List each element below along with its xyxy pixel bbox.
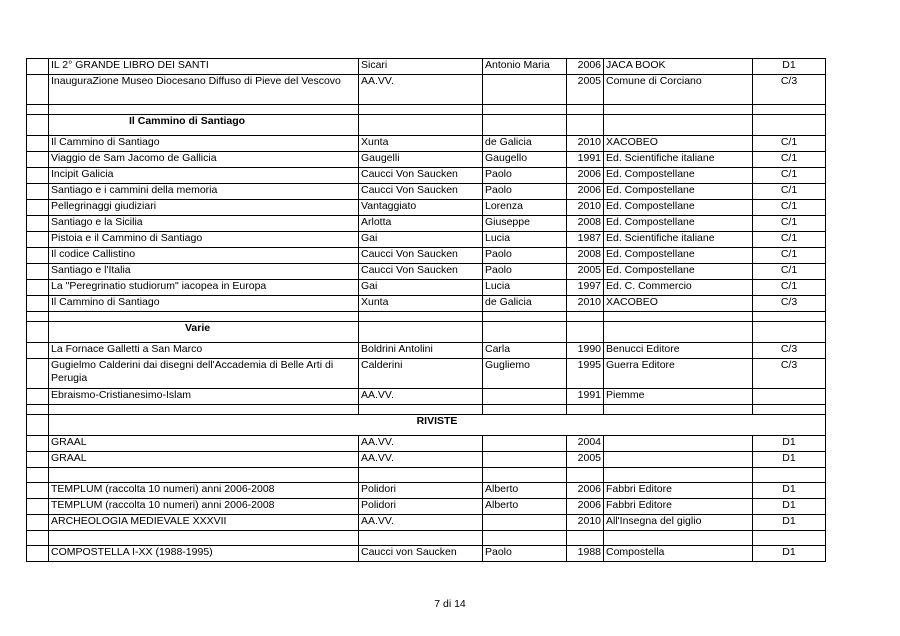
- cell-author: Caucci Von Saucken: [359, 168, 483, 184]
- cell-title: IL 2° GRANDE LIBRO DEI SANTI: [49, 59, 359, 75]
- cell-name: Paolo: [483, 546, 567, 562]
- cell-title: GRAAL: [49, 452, 359, 468]
- table-row: [27, 200, 826, 216]
- cell-year: 1987: [567, 232, 604, 248]
- cell-name: [483, 515, 567, 531]
- cell-publisher: XACOBEO: [604, 296, 753, 312]
- cell-name: Lucia: [483, 232, 567, 248]
- cell-year: 2006: [567, 184, 604, 200]
- cell-title: TEMPLUM (raccolta 10 numeri) anni 2006-2008: [49, 499, 359, 515]
- cell-author: Sicari: [359, 59, 483, 75]
- cell-location: C/1: [753, 264, 826, 280]
- cell-publisher: All'Insegna del giglio: [604, 515, 753, 531]
- cell-name: [483, 436, 567, 452]
- table-row: [27, 184, 826, 200]
- cell-year: 2004: [567, 436, 604, 452]
- cell-year: 1988: [567, 546, 604, 562]
- cell-name: Gugliemo: [483, 359, 567, 389]
- cell-title: Pistoia e il Cammino di Santiago: [49, 232, 359, 248]
- table-row: [27, 546, 826, 562]
- cell-publisher: Ed. Compostellane: [604, 216, 753, 232]
- cell-location: [753, 389, 826, 405]
- cell-location: C/1: [753, 280, 826, 296]
- section-title-riviste: RIVISTE: [49, 415, 826, 436]
- cell-author: AA.VV.: [359, 75, 483, 105]
- cell-title: COMPOSTELLA I-XX (1988-1995): [49, 546, 359, 562]
- cell-year: 1991: [567, 389, 604, 405]
- empty-row: [27, 468, 826, 483]
- cell-title: ARCHEOLOGIA MEDIEVALE XXXVII: [49, 515, 359, 531]
- section-title-santiago: Il Cammino di Santiago: [49, 115, 359, 136]
- cell-location: C/1: [753, 200, 826, 216]
- margin-cell: [27, 115, 49, 136]
- cell-name: Lorenza: [483, 200, 567, 216]
- cell-year: 2006: [567, 59, 604, 75]
- table-row: [27, 359, 826, 389]
- table-row: [27, 232, 826, 248]
- cell-name: Paolo: [483, 168, 567, 184]
- catalog-body: [27, 59, 826, 562]
- cell-name: Alberto: [483, 499, 567, 515]
- cell-author: Polidori: [359, 483, 483, 499]
- cell-publisher: XACOBEO: [604, 136, 753, 152]
- cell-title: GRAAL: [49, 436, 359, 452]
- cell-title: Santiago e la Sicilia: [49, 216, 359, 232]
- cell-location: C/1: [753, 184, 826, 200]
- cell-author: AA.VV.: [359, 436, 483, 452]
- cell-year: 1990: [567, 343, 604, 359]
- cell-author: Xunta: [359, 296, 483, 312]
- margin-cell: [27, 75, 49, 105]
- cell-year: 1995: [567, 359, 604, 389]
- cell-location: C/1: [753, 216, 826, 232]
- cell-location: D1: [753, 515, 826, 531]
- cell-location: C/1: [753, 232, 826, 248]
- cell-author: Caucci Von Saucken: [359, 264, 483, 280]
- cell-publisher: JACA BOOK: [604, 59, 753, 75]
- margin-cell: [27, 415, 49, 436]
- table-row: [27, 296, 826, 312]
- cell-location: D1: [753, 483, 826, 499]
- cell-name: [483, 389, 567, 405]
- cell-title: Santiago e l'Italia: [49, 264, 359, 280]
- cell-author: Vantaggiato: [359, 200, 483, 216]
- cell-publisher: Piemme: [604, 389, 753, 405]
- cell-publisher: Benucci Editore: [604, 343, 753, 359]
- cell-author: Gai: [359, 232, 483, 248]
- cell-author: AA.VV.: [359, 389, 483, 405]
- cell-location: C/1: [753, 168, 826, 184]
- cell-location: C/1: [753, 136, 826, 152]
- cell-year: 2006: [567, 483, 604, 499]
- empty-row: [27, 105, 826, 115]
- table-row: [27, 248, 826, 264]
- cell-name: Antonio Maria: [483, 59, 567, 75]
- margin-cell: [27, 322, 49, 343]
- cell-publisher: Ed. Compostellane: [604, 264, 753, 280]
- cell-publisher: Comune di Corciano: [604, 75, 753, 105]
- cell-year: 2005: [567, 264, 604, 280]
- table-row: [27, 343, 826, 359]
- cell-author: Caucci Von Saucken: [359, 184, 483, 200]
- cell-name: de Galicia: [483, 296, 567, 312]
- cell-year: 2008: [567, 248, 604, 264]
- cell-author: Caucci von Saucken: [359, 546, 483, 562]
- cell-name: Giuseppe: [483, 216, 567, 232]
- cell-year: 2006: [567, 168, 604, 184]
- table-row: [27, 436, 826, 452]
- cell-year: 2006: [567, 499, 604, 515]
- cell-name: Lucia: [483, 280, 567, 296]
- cell-name: [483, 75, 567, 105]
- section-header-row: [27, 115, 826, 136]
- cell-location: D1: [753, 499, 826, 515]
- empty-row: [27, 531, 826, 546]
- cell-publisher: Guerra Editore: [604, 359, 753, 389]
- cell-author: Gaugelli: [359, 152, 483, 168]
- cell-year: 2010: [567, 515, 604, 531]
- cell-title: InauguraZione Museo Diocesano Diffuso di Pieve del Vescovo: [49, 75, 359, 105]
- cell-author: AA.VV.: [359, 515, 483, 531]
- cell-publisher: Ed. Scientifiche italiane: [604, 152, 753, 168]
- cell-title: Il Cammino di Santiago: [49, 136, 359, 152]
- cell-title: La "Peregrinatio studiorum" iacopea in Europa: [49, 280, 359, 296]
- table-row: [27, 452, 826, 468]
- catalog-table: [26, 58, 826, 562]
- cell-title: La Fornace Galletti a San Marco: [49, 343, 359, 359]
- section-header-row: [27, 415, 826, 436]
- cell-location: D1: [753, 436, 826, 452]
- cell-location: C/3: [753, 359, 826, 389]
- cell-title: Il codice Callistino: [49, 248, 359, 264]
- cell-author: Gai: [359, 280, 483, 296]
- cell-author: Calderini: [359, 359, 483, 389]
- cell-year: 2010: [567, 200, 604, 216]
- cell-location: C/1: [753, 152, 826, 168]
- cell-publisher: Fabbri Editore: [604, 499, 753, 515]
- cell-location: C/3: [753, 343, 826, 359]
- cell-author: Caucci Von Saucken: [359, 248, 483, 264]
- cell-name: Alberto: [483, 483, 567, 499]
- table-row: [27, 515, 826, 531]
- cell-title: Viaggio de Sam Jacomo de Gallicia: [49, 152, 359, 168]
- cell-year: 2005: [567, 75, 604, 105]
- cell-author: AA.VV.: [359, 452, 483, 468]
- table-row: [27, 264, 826, 280]
- cell-author: Arlotta: [359, 216, 483, 232]
- cell-title: Gugielmo Calderini dai disegni dell'Accademia di Belle Arti di Perugia: [49, 359, 359, 389]
- empty-row: [27, 312, 826, 322]
- cell-name: Paolo: [483, 264, 567, 280]
- cell-publisher: [604, 452, 753, 468]
- table-row: [27, 389, 826, 405]
- cell-publisher: [604, 436, 753, 452]
- cell-publisher: Ed. C. Commercio: [604, 280, 753, 296]
- cell-publisher: Fabbri Editore: [604, 483, 753, 499]
- table-row: [27, 216, 826, 232]
- cell-year: 2010: [567, 136, 604, 152]
- cell-author: Polidori: [359, 499, 483, 515]
- margin-cell: [27, 59, 49, 75]
- cell-publisher: Ed. Compostellane: [604, 200, 753, 216]
- table-row: [27, 280, 826, 296]
- cell-title: Pellegrinaggi giudiziari: [49, 200, 359, 216]
- cell-location: D1: [753, 59, 826, 75]
- cell-year: 2005: [567, 452, 604, 468]
- cell-author: Xunta: [359, 136, 483, 152]
- cell-author: Boldrini Antolini: [359, 343, 483, 359]
- table-row: [27, 59, 826, 75]
- section-title-varie: Varie: [49, 322, 359, 343]
- cell-year: 1991: [567, 152, 604, 168]
- cell-publisher: Ed. Compostellane: [604, 184, 753, 200]
- cell-year: 2010: [567, 296, 604, 312]
- section-header-row: [27, 322, 826, 343]
- cell-name: Gaugello: [483, 152, 567, 168]
- table-row: [27, 75, 826, 105]
- page-number: 7 di 14: [434, 598, 466, 610]
- cell-location: C/1: [753, 248, 826, 264]
- cell-name: de Galicia: [483, 136, 567, 152]
- table-row: [27, 483, 826, 499]
- table-row: [27, 136, 826, 152]
- cell-location: C/3: [753, 75, 826, 105]
- cell-name: Carla: [483, 343, 567, 359]
- cell-name: Paolo: [483, 248, 567, 264]
- table-row: [27, 168, 826, 184]
- cell-publisher: Compostella: [604, 546, 753, 562]
- cell-title: Ebraismo-Cristianesimo-Islam: [49, 389, 359, 405]
- cell-title: Il Cammino di Santiago: [49, 296, 359, 312]
- cell-publisher: Ed. Scientifiche italiane: [604, 232, 753, 248]
- cell-title: Incipit Galicia: [49, 168, 359, 184]
- cell-publisher: Ed. Compostellane: [604, 248, 753, 264]
- table-row: [27, 499, 826, 515]
- empty-row: [27, 405, 826, 415]
- cell-location: D1: [753, 452, 826, 468]
- cell-name: [483, 452, 567, 468]
- cell-title: Santiago e i cammini della memoria: [49, 184, 359, 200]
- cell-publisher: Ed. Compostellane: [604, 168, 753, 184]
- cell-year: 1997: [567, 280, 604, 296]
- cell-title: TEMPLUM (raccolta 10 numeri) anni 2006-2008: [49, 483, 359, 499]
- cell-year: 2008: [567, 216, 604, 232]
- table-row: [27, 152, 826, 168]
- cell-location: C/3: [753, 296, 826, 312]
- cell-location: D1: [753, 546, 826, 562]
- cell-name: Paolo: [483, 184, 567, 200]
